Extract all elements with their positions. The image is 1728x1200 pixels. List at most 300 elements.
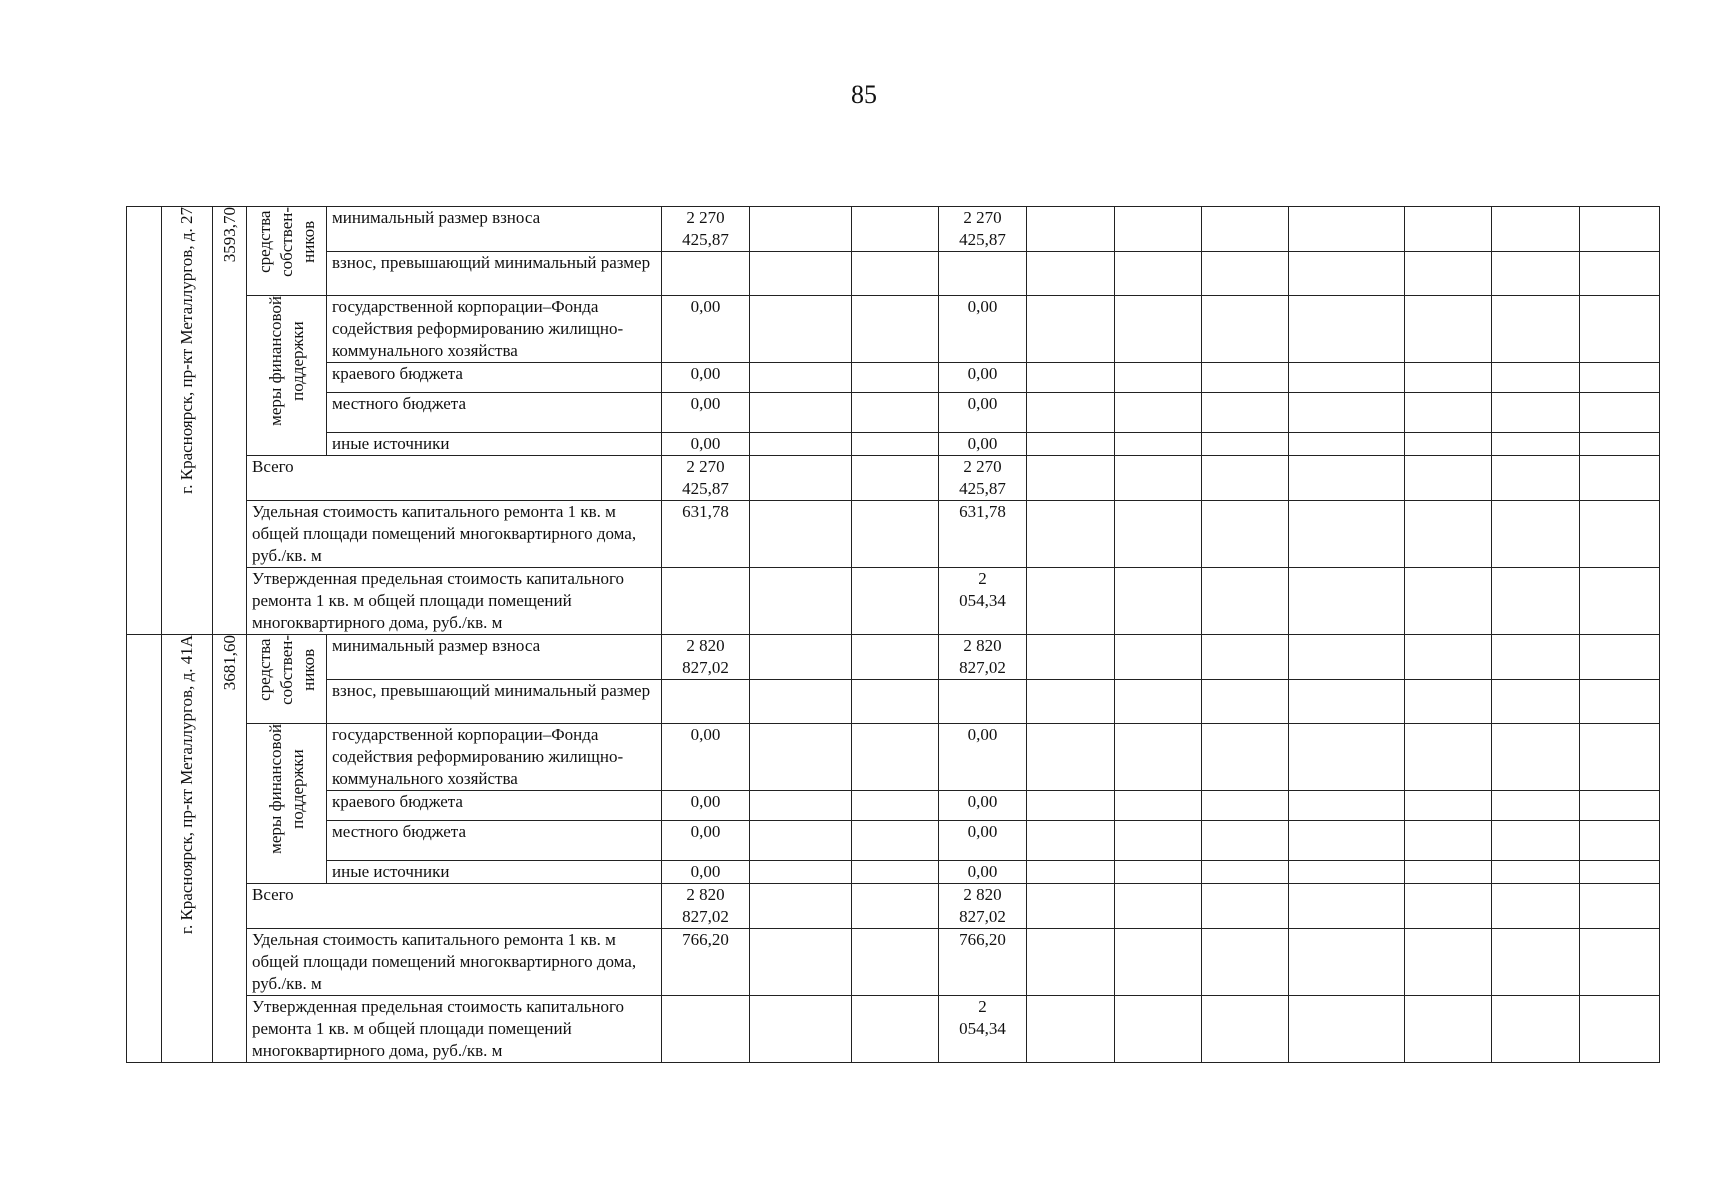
- table-row: [127, 884, 1660, 929]
- value-line: 0,00: [690, 792, 721, 811]
- page-number: 85: [851, 80, 877, 109]
- empty-cell: [1027, 393, 1115, 433]
- empty-cell: [1580, 501, 1660, 568]
- table-row: [127, 680, 1660, 724]
- value-cell: [662, 456, 750, 501]
- value-line: 0,00: [967, 822, 998, 841]
- empty-cell: [1202, 363, 1289, 393]
- area-text: 3681,60: [219, 635, 239, 691]
- empty-cell: [1405, 996, 1492, 1063]
- empty-cell: [1580, 724, 1660, 791]
- empty-cell: [1289, 501, 1405, 568]
- value-line: 2 820: [686, 885, 725, 904]
- owner-group-line: средства: [254, 638, 274, 702]
- value-cell: [939, 929, 1027, 996]
- empty-cell: [1492, 884, 1580, 929]
- table-row: [127, 929, 1660, 996]
- row-label: Удельная стоимость капитального ремонта 1 кв. м общей площади помещений многоквартирного дома, руб./кв. м: [247, 929, 662, 996]
- empty-cell: [1580, 433, 1660, 456]
- empty-cell: [1580, 884, 1660, 929]
- empty-cell: [1115, 791, 1202, 821]
- value-cell: [662, 363, 750, 393]
- empty-cell: [1405, 501, 1492, 568]
- empty-cell: [1115, 861, 1202, 884]
- empty-cell: [852, 456, 939, 501]
- table-row: [127, 393, 1660, 433]
- empty-cell: [1492, 791, 1580, 821]
- support-group-line: меры финансовой: [265, 724, 285, 854]
- value-cell: [939, 635, 1027, 680]
- value-cell: [662, 680, 750, 724]
- empty-cell: [1027, 207, 1115, 252]
- empty-cell: [1580, 207, 1660, 252]
- empty-cell: [1492, 821, 1580, 861]
- table-row: [127, 724, 1660, 791]
- empty-cell: [1202, 456, 1289, 501]
- address-text: г. Красноярск, пр-кт Металлургов, д. 41А: [177, 635, 196, 935]
- empty-cell: [1405, 680, 1492, 724]
- index-cell: [127, 207, 162, 635]
- empty-cell: [750, 996, 852, 1063]
- empty-cell: [750, 433, 852, 456]
- value-line: 0,00: [967, 364, 998, 383]
- value-cell: [939, 821, 1027, 861]
- value-cell: [939, 884, 1027, 929]
- value-cell: [662, 252, 750, 296]
- value-line: 0,00: [690, 297, 721, 316]
- empty-cell: [750, 501, 852, 568]
- empty-cell: [852, 791, 939, 821]
- table-row: [127, 791, 1660, 821]
- value-line: 2 820: [963, 885, 1002, 904]
- empty-cell: [852, 861, 939, 884]
- empty-cell: [1405, 635, 1492, 680]
- row-label: государственной корпорации–Фонда содействия реформированию жилищно-коммунального хозяйства: [327, 724, 662, 791]
- value-line: 827,02: [682, 907, 729, 926]
- empty-cell: [1289, 568, 1405, 635]
- value-cell: [662, 791, 750, 821]
- value-cell: [662, 433, 750, 456]
- empty-cell: [1492, 252, 1580, 296]
- empty-cell: [1027, 501, 1115, 568]
- empty-cell: [1289, 635, 1405, 680]
- row-label: иные источники: [327, 433, 662, 456]
- row-label: краевого бюджета: [327, 791, 662, 821]
- empty-cell: [1492, 861, 1580, 884]
- value-cell: [939, 791, 1027, 821]
- support-group-line: поддержки: [287, 749, 307, 829]
- empty-cell: [1492, 393, 1580, 433]
- empty-cell: [1289, 884, 1405, 929]
- empty-cell: [1289, 821, 1405, 861]
- value-line: 766,20: [682, 930, 729, 949]
- empty-cell: [1492, 635, 1580, 680]
- value-line: 425,87: [682, 230, 729, 249]
- empty-cell: [1492, 456, 1580, 501]
- value-line: 0,00: [690, 725, 721, 744]
- empty-cell: [1202, 501, 1289, 568]
- empty-cell: [1492, 996, 1580, 1063]
- empty-cell: [750, 393, 852, 433]
- empty-cell: [1580, 456, 1660, 501]
- empty-cell: [1115, 252, 1202, 296]
- row-label: государственной корпорации–Фонда содействия реформированию жилищно-коммунального хозяйства: [327, 296, 662, 363]
- value-line: 425,87: [682, 479, 729, 498]
- value-line: 0,00: [967, 862, 998, 881]
- row-label: Удельная стоимость капитального ремонта 1 кв. м общей площади помещений многоквартирного дома, руб./кв. м: [247, 501, 662, 568]
- empty-cell: [852, 635, 939, 680]
- value-line: 0,00: [690, 394, 721, 413]
- value-line: 766,20: [959, 930, 1006, 949]
- empty-cell: [750, 568, 852, 635]
- empty-cell: [1405, 724, 1492, 791]
- empty-cell: [1027, 724, 1115, 791]
- empty-cell: [1580, 996, 1660, 1063]
- empty-cell: [1405, 929, 1492, 996]
- empty-cell: [852, 724, 939, 791]
- empty-cell: [1405, 884, 1492, 929]
- value-line: 0,00: [967, 434, 998, 453]
- empty-cell: [750, 207, 852, 252]
- empty-cell: [852, 207, 939, 252]
- empty-cell: [750, 296, 852, 363]
- empty-cell: [1289, 207, 1405, 252]
- empty-cell: [1115, 929, 1202, 996]
- empty-cell: [1405, 207, 1492, 252]
- value-line: 0,00: [967, 297, 998, 316]
- empty-cell: [1405, 393, 1492, 433]
- value-cell: [662, 296, 750, 363]
- table-row: [127, 821, 1660, 861]
- owner-funds-group: [247, 207, 327, 296]
- value-line: 2 270: [686, 457, 725, 476]
- empty-cell: [1202, 861, 1289, 884]
- empty-cell: [1405, 861, 1492, 884]
- row-label: местного бюджета: [327, 393, 662, 433]
- empty-cell: [1492, 207, 1580, 252]
- value-cell: [939, 296, 1027, 363]
- empty-cell: [852, 884, 939, 929]
- value-line: 0,00: [967, 725, 998, 744]
- value-cell: [662, 724, 750, 791]
- row-label: взнос, превышающий минимальный размер: [327, 680, 662, 724]
- table-row: [127, 207, 1660, 252]
- empty-cell: [1115, 996, 1202, 1063]
- owner-funds-group: [247, 635, 327, 724]
- empty-cell: [750, 456, 852, 501]
- value-cell: [939, 363, 1027, 393]
- empty-cell: [1580, 680, 1660, 724]
- empty-cell: [1115, 821, 1202, 861]
- value-cell: [662, 207, 750, 252]
- empty-cell: [1115, 363, 1202, 393]
- empty-cell: [750, 363, 852, 393]
- empty-cell: [750, 680, 852, 724]
- capital-repair-table: [126, 206, 1660, 1063]
- row-label: взнос, превышающий минимальный размер: [327, 252, 662, 296]
- empty-cell: [1580, 791, 1660, 821]
- value-line: 631,78: [682, 502, 729, 521]
- value-cell: [939, 393, 1027, 433]
- value-line: 0,00: [967, 792, 998, 811]
- value-cell: [939, 456, 1027, 501]
- row-label: краевого бюджета: [327, 363, 662, 393]
- empty-cell: [1580, 821, 1660, 861]
- empty-cell: [1027, 252, 1115, 296]
- empty-cell: [1492, 501, 1580, 568]
- empty-cell: [750, 252, 852, 296]
- empty-cell: [852, 363, 939, 393]
- table-row: [127, 433, 1660, 456]
- empty-cell: [852, 821, 939, 861]
- value-cell: [939, 724, 1027, 791]
- empty-cell: [750, 884, 852, 929]
- owner-group-line: собствен-: [276, 207, 296, 277]
- empty-cell: [1289, 296, 1405, 363]
- empty-cell: [1289, 791, 1405, 821]
- value-line: 0,00: [690, 822, 721, 841]
- value-line: 2: [978, 997, 987, 1016]
- value-cell: [662, 884, 750, 929]
- address-cell: [162, 207, 213, 635]
- empty-cell: [1492, 433, 1580, 456]
- empty-cell: [1289, 724, 1405, 791]
- empty-cell: [1115, 456, 1202, 501]
- empty-cell: [1202, 207, 1289, 252]
- value-line: 2 270: [963, 208, 1002, 227]
- row-label: Всего: [247, 456, 662, 501]
- empty-cell: [1405, 296, 1492, 363]
- value-line: 425,87: [959, 479, 1006, 498]
- table-row: [127, 568, 1660, 635]
- empty-cell: [1202, 791, 1289, 821]
- value-cell: [662, 501, 750, 568]
- value-line: 827,02: [959, 907, 1006, 926]
- empty-cell: [1289, 363, 1405, 393]
- table-row: [127, 363, 1660, 393]
- empty-cell: [1115, 884, 1202, 929]
- empty-cell: [1202, 433, 1289, 456]
- empty-cell: [750, 635, 852, 680]
- address-cell: [162, 635, 213, 1063]
- empty-cell: [1202, 568, 1289, 635]
- empty-cell: [1492, 296, 1580, 363]
- value-cell: [939, 433, 1027, 456]
- empty-cell: [1202, 252, 1289, 296]
- empty-cell: [1580, 393, 1660, 433]
- row-label: иные источники: [327, 861, 662, 884]
- value-line: 827,02: [682, 658, 729, 677]
- empty-cell: [1202, 393, 1289, 433]
- value-cell: [939, 568, 1027, 635]
- table-row: [127, 456, 1660, 501]
- empty-cell: [1115, 433, 1202, 456]
- empty-cell: [750, 861, 852, 884]
- row-label: Утвержденная предельная стоимость капитального ремонта 1 кв. м общей площади помещений многоквартирного дома, руб./кв. м: [247, 996, 662, 1063]
- row-label: минимальный размер взноса: [327, 635, 662, 680]
- empty-cell: [1202, 635, 1289, 680]
- empty-cell: [750, 791, 852, 821]
- empty-cell: [1115, 724, 1202, 791]
- empty-cell: [1115, 296, 1202, 363]
- value-cell: [662, 861, 750, 884]
- value-cell: [662, 929, 750, 996]
- financial-support-group: [247, 296, 327, 456]
- table-row: [127, 252, 1660, 296]
- empty-cell: [1405, 433, 1492, 456]
- value-line: 054,34: [959, 1019, 1006, 1038]
- value-line: 827,02: [959, 658, 1006, 677]
- value-cell: [939, 252, 1027, 296]
- empty-cell: [1202, 296, 1289, 363]
- value-cell: [939, 501, 1027, 568]
- owner-group-line: ников: [298, 220, 318, 264]
- empty-cell: [1580, 929, 1660, 996]
- empty-cell: [1027, 568, 1115, 635]
- empty-cell: [1289, 456, 1405, 501]
- empty-cell: [1289, 929, 1405, 996]
- empty-cell: [1115, 680, 1202, 724]
- value-cell: [662, 393, 750, 433]
- empty-cell: [1580, 568, 1660, 635]
- empty-cell: [1027, 821, 1115, 861]
- empty-cell: [1027, 791, 1115, 821]
- empty-cell: [1289, 861, 1405, 884]
- empty-cell: [1289, 680, 1405, 724]
- value-line: 2 270: [686, 208, 725, 227]
- empty-cell: [1289, 252, 1405, 296]
- empty-cell: [1405, 252, 1492, 296]
- empty-cell: [852, 296, 939, 363]
- value-cell: [662, 635, 750, 680]
- support-group-line: поддержки: [287, 321, 307, 401]
- empty-cell: [1492, 568, 1580, 635]
- area-text: 3593,70: [219, 207, 239, 263]
- empty-cell: [1580, 363, 1660, 393]
- value-cell: [939, 680, 1027, 724]
- empty-cell: [852, 393, 939, 433]
- empty-cell: [852, 568, 939, 635]
- empty-cell: [1027, 363, 1115, 393]
- empty-cell: [750, 724, 852, 791]
- row-label: Всего: [247, 884, 662, 929]
- table-row: [127, 296, 1660, 363]
- table-row: [127, 501, 1660, 568]
- empty-cell: [1202, 884, 1289, 929]
- support-group-line: меры финансовой: [265, 296, 285, 426]
- empty-cell: [852, 680, 939, 724]
- area-cell: [213, 207, 247, 635]
- empty-cell: [1115, 207, 1202, 252]
- empty-cell: [750, 821, 852, 861]
- empty-cell: [1405, 456, 1492, 501]
- empty-cell: [1027, 884, 1115, 929]
- empty-cell: [1027, 929, 1115, 996]
- empty-cell: [1492, 929, 1580, 996]
- empty-cell: [1492, 363, 1580, 393]
- empty-cell: [1202, 929, 1289, 996]
- empty-cell: [1202, 724, 1289, 791]
- empty-cell: [1405, 791, 1492, 821]
- row-label: минимальный размер взноса: [327, 207, 662, 252]
- financial-support-group: [247, 724, 327, 884]
- empty-cell: [1405, 821, 1492, 861]
- owner-group-line: ников: [298, 648, 318, 692]
- empty-cell: [1027, 861, 1115, 884]
- table-row: [127, 635, 1660, 680]
- empty-cell: [1115, 393, 1202, 433]
- value-line: 0,00: [690, 434, 721, 453]
- value-line: 425,87: [959, 230, 1006, 249]
- empty-cell: [1202, 680, 1289, 724]
- empty-cell: [1580, 861, 1660, 884]
- empty-cell: [1027, 456, 1115, 501]
- owner-group-line: средства: [254, 210, 274, 274]
- row-label: местного бюджета: [327, 821, 662, 861]
- value-cell: [939, 861, 1027, 884]
- index-cell: [127, 635, 162, 1063]
- value-line: 0,00: [690, 862, 721, 881]
- value-cell: [939, 996, 1027, 1063]
- empty-cell: [1027, 433, 1115, 456]
- empty-cell: [1580, 296, 1660, 363]
- value-cell: [939, 207, 1027, 252]
- empty-cell: [1289, 433, 1405, 456]
- empty-cell: [1202, 996, 1289, 1063]
- empty-cell: [1202, 821, 1289, 861]
- row-label: Утвержденная предельная стоимость капитального ремонта 1 кв. м общей площади помещений многоквартирного дома, руб./кв. м: [247, 568, 662, 635]
- address-text: г. Красноярск, пр-кт Металлургов, д. 27: [177, 207, 196, 494]
- empty-cell: [1289, 996, 1405, 1063]
- value-line: 631,78: [959, 502, 1006, 521]
- value-line: 2: [978, 569, 987, 588]
- value-line: 2 820: [686, 636, 725, 655]
- empty-cell: [852, 433, 939, 456]
- empty-cell: [1580, 635, 1660, 680]
- empty-cell: [852, 929, 939, 996]
- area-cell: [213, 635, 247, 1063]
- empty-cell: [1405, 363, 1492, 393]
- empty-cell: [1405, 568, 1492, 635]
- empty-cell: [1115, 568, 1202, 635]
- empty-cell: [1027, 635, 1115, 680]
- value-line: 2 270: [963, 457, 1002, 476]
- value-line: 2 820: [963, 636, 1002, 655]
- empty-cell: [1027, 680, 1115, 724]
- empty-cell: [852, 996, 939, 1063]
- value-line: 0,00: [967, 394, 998, 413]
- empty-cell: [750, 929, 852, 996]
- value-cell: [662, 821, 750, 861]
- value-cell: [662, 568, 750, 635]
- empty-cell: [1027, 996, 1115, 1063]
- empty-cell: [1115, 635, 1202, 680]
- table-row: [127, 996, 1660, 1063]
- owner-group-line: собствен-: [276, 635, 296, 705]
- value-cell: [662, 996, 750, 1063]
- empty-cell: [1027, 296, 1115, 363]
- table-row: [127, 861, 1660, 884]
- empty-cell: [852, 252, 939, 296]
- value-line: 0,00: [690, 364, 721, 383]
- empty-cell: [1115, 501, 1202, 568]
- empty-cell: [1492, 680, 1580, 724]
- value-line: 054,34: [959, 591, 1006, 610]
- empty-cell: [852, 501, 939, 568]
- empty-cell: [1580, 252, 1660, 296]
- empty-cell: [1289, 393, 1405, 433]
- empty-cell: [1492, 724, 1580, 791]
